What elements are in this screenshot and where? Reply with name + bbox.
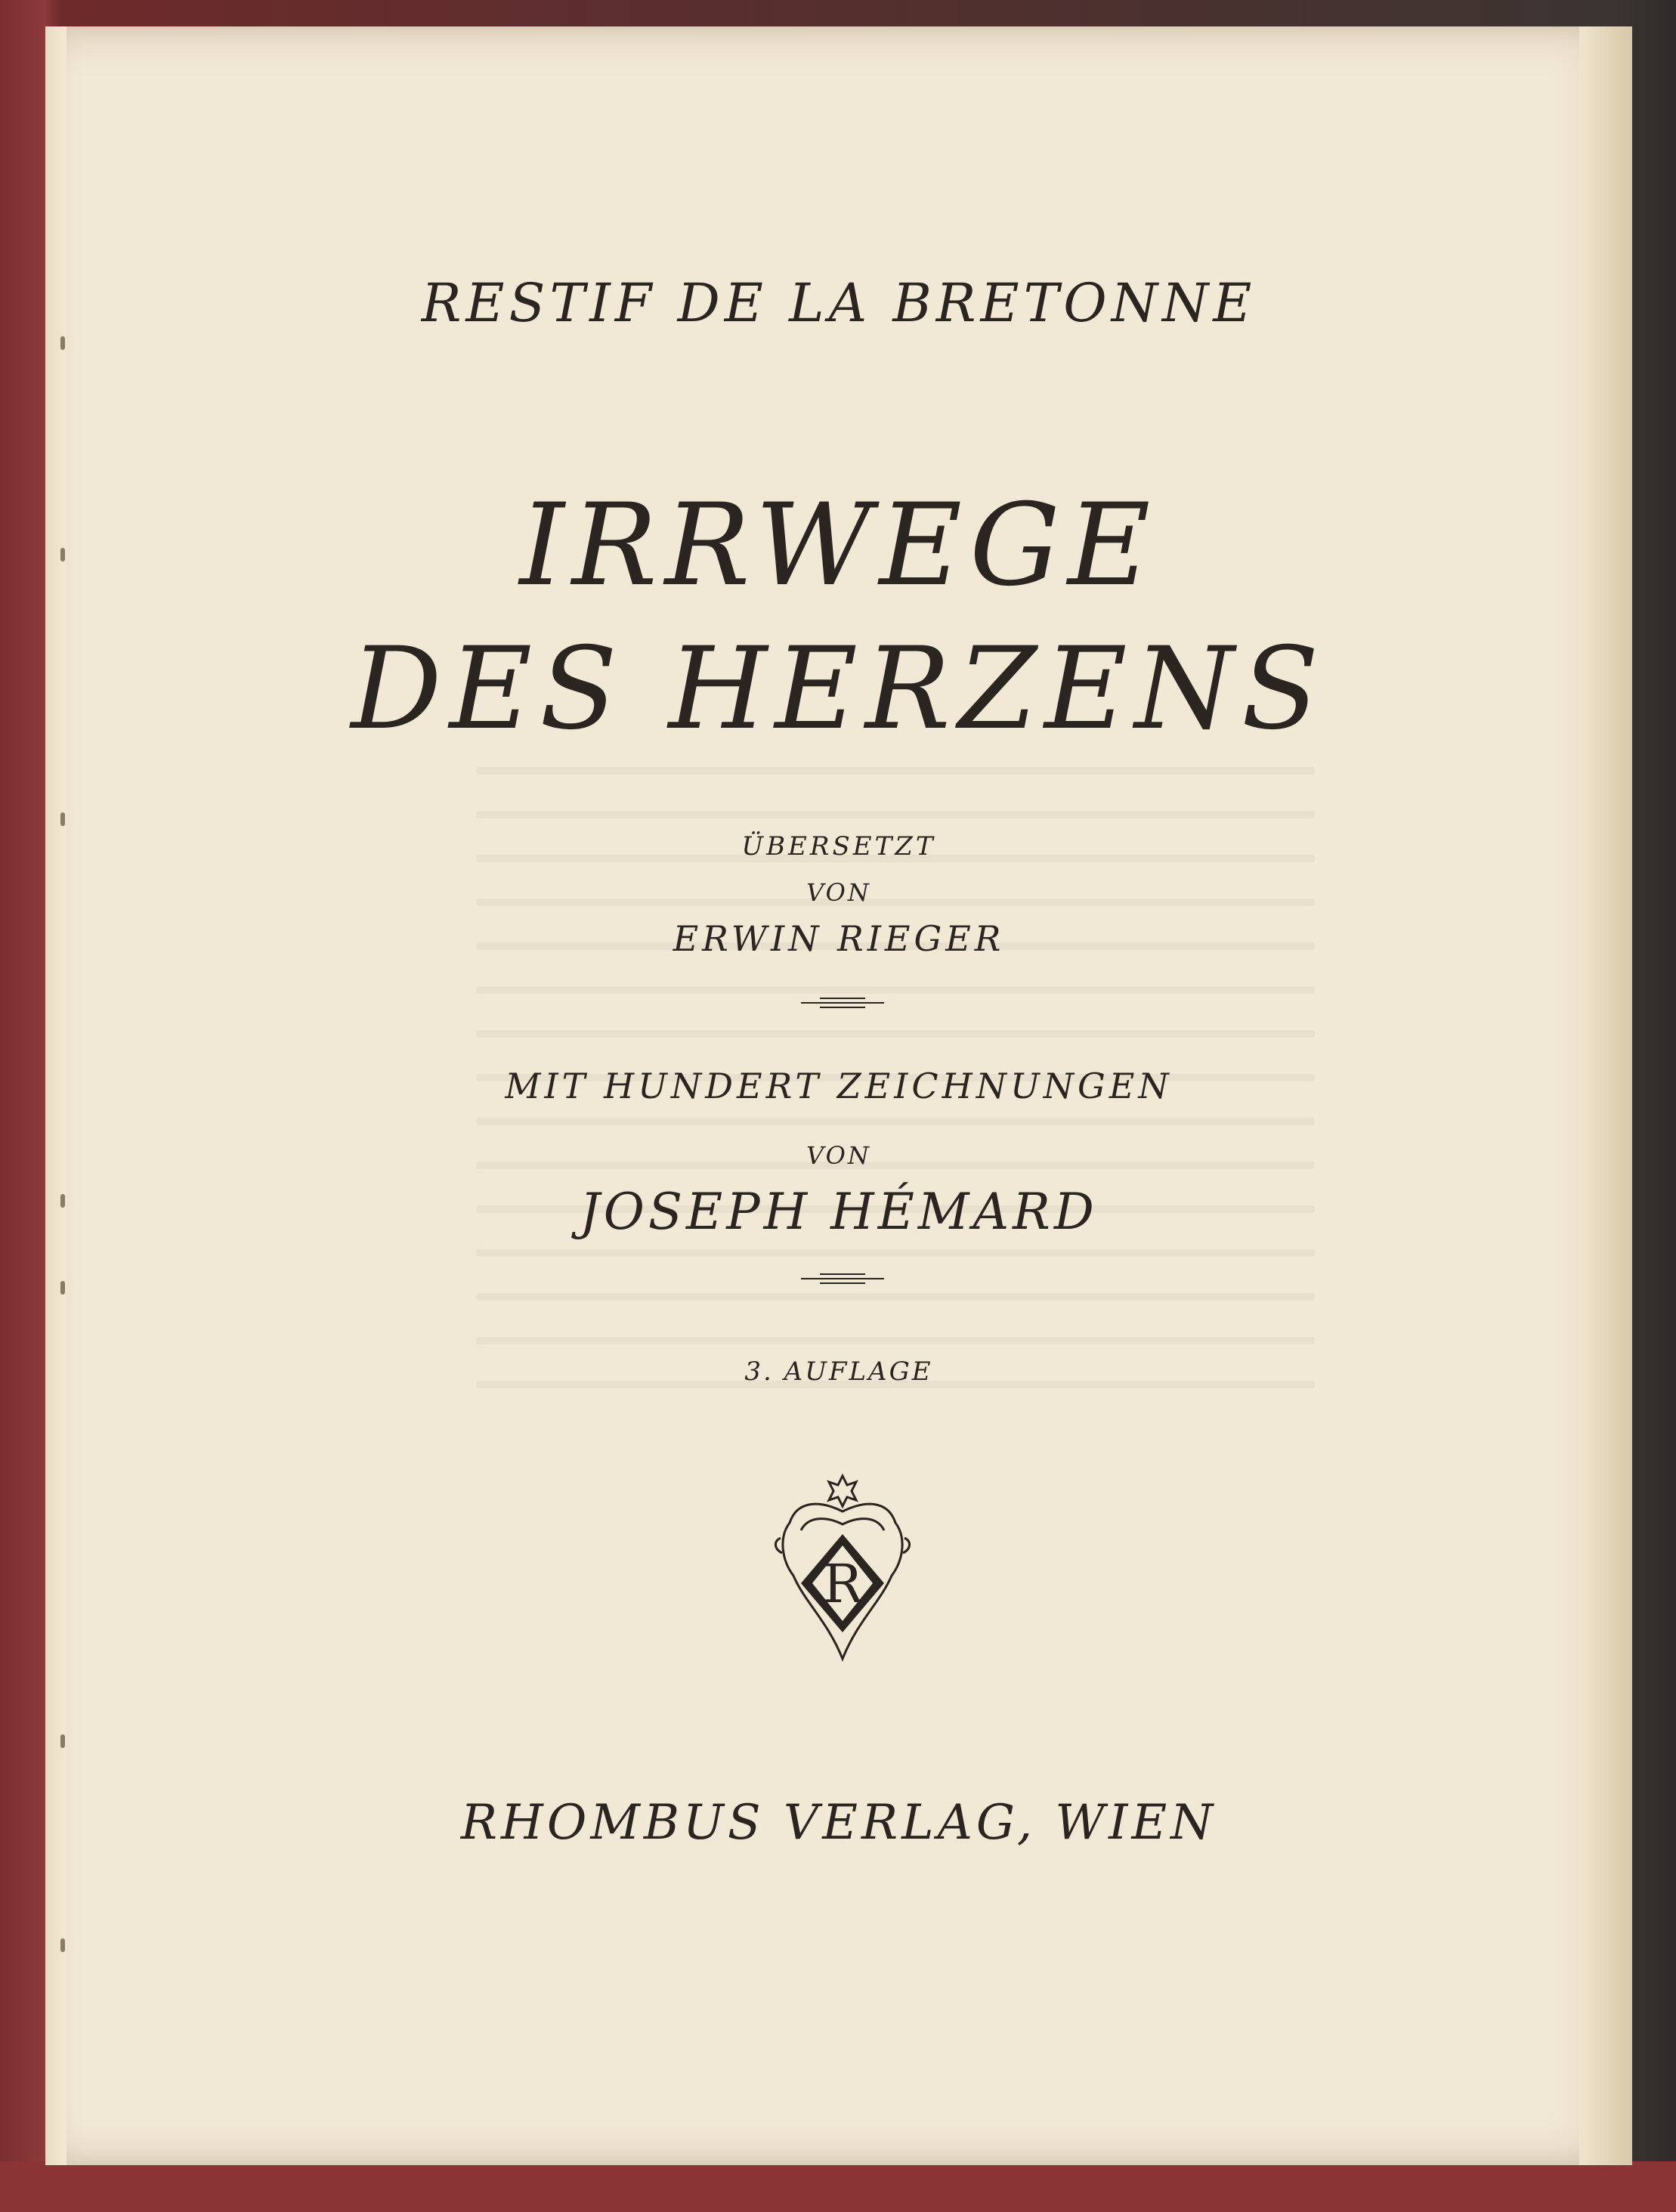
illustrator-name: JOSEPH HÉMARD bbox=[580, 1183, 1098, 1241]
title-page bbox=[45, 26, 1632, 2165]
translator-name: ERWIN RIEGER bbox=[673, 918, 1005, 959]
emblem-letter: R bbox=[822, 1553, 863, 1615]
book-cover-bottom bbox=[0, 2161, 1676, 2212]
show-through-text bbox=[476, 767, 1315, 1447]
illustrated-by-von: VON bbox=[806, 1141, 871, 1170]
book-title-line-2: DES HERZENS bbox=[351, 623, 1327, 755]
ornamental-divider bbox=[801, 998, 884, 1008]
binding-stitch bbox=[60, 1734, 65, 1748]
binding-stitch bbox=[60, 1281, 65, 1295]
author-name: RESTIF DE LA BRETONNE bbox=[421, 272, 1257, 334]
translated-by-von: VON bbox=[806, 878, 871, 907]
edition-label: 3. AUFLAGE bbox=[744, 1357, 933, 1387]
ornamental-divider bbox=[801, 1273, 884, 1284]
binding-stitch bbox=[60, 336, 65, 350]
translated-label: ÜBERSETZT bbox=[741, 831, 936, 862]
book-title-line-1: IRRWEGE bbox=[519, 480, 1158, 611]
publisher-emblem-icon bbox=[767, 1470, 918, 1674]
binding-stitch bbox=[60, 1938, 65, 1952]
publisher-name: RHOMBUS VERLAG, WIEN bbox=[460, 1795, 1217, 1851]
binding-stitch bbox=[60, 812, 65, 826]
illustrations-label: MIT HUNDERT ZEICHNUNGEN bbox=[505, 1066, 1173, 1106]
